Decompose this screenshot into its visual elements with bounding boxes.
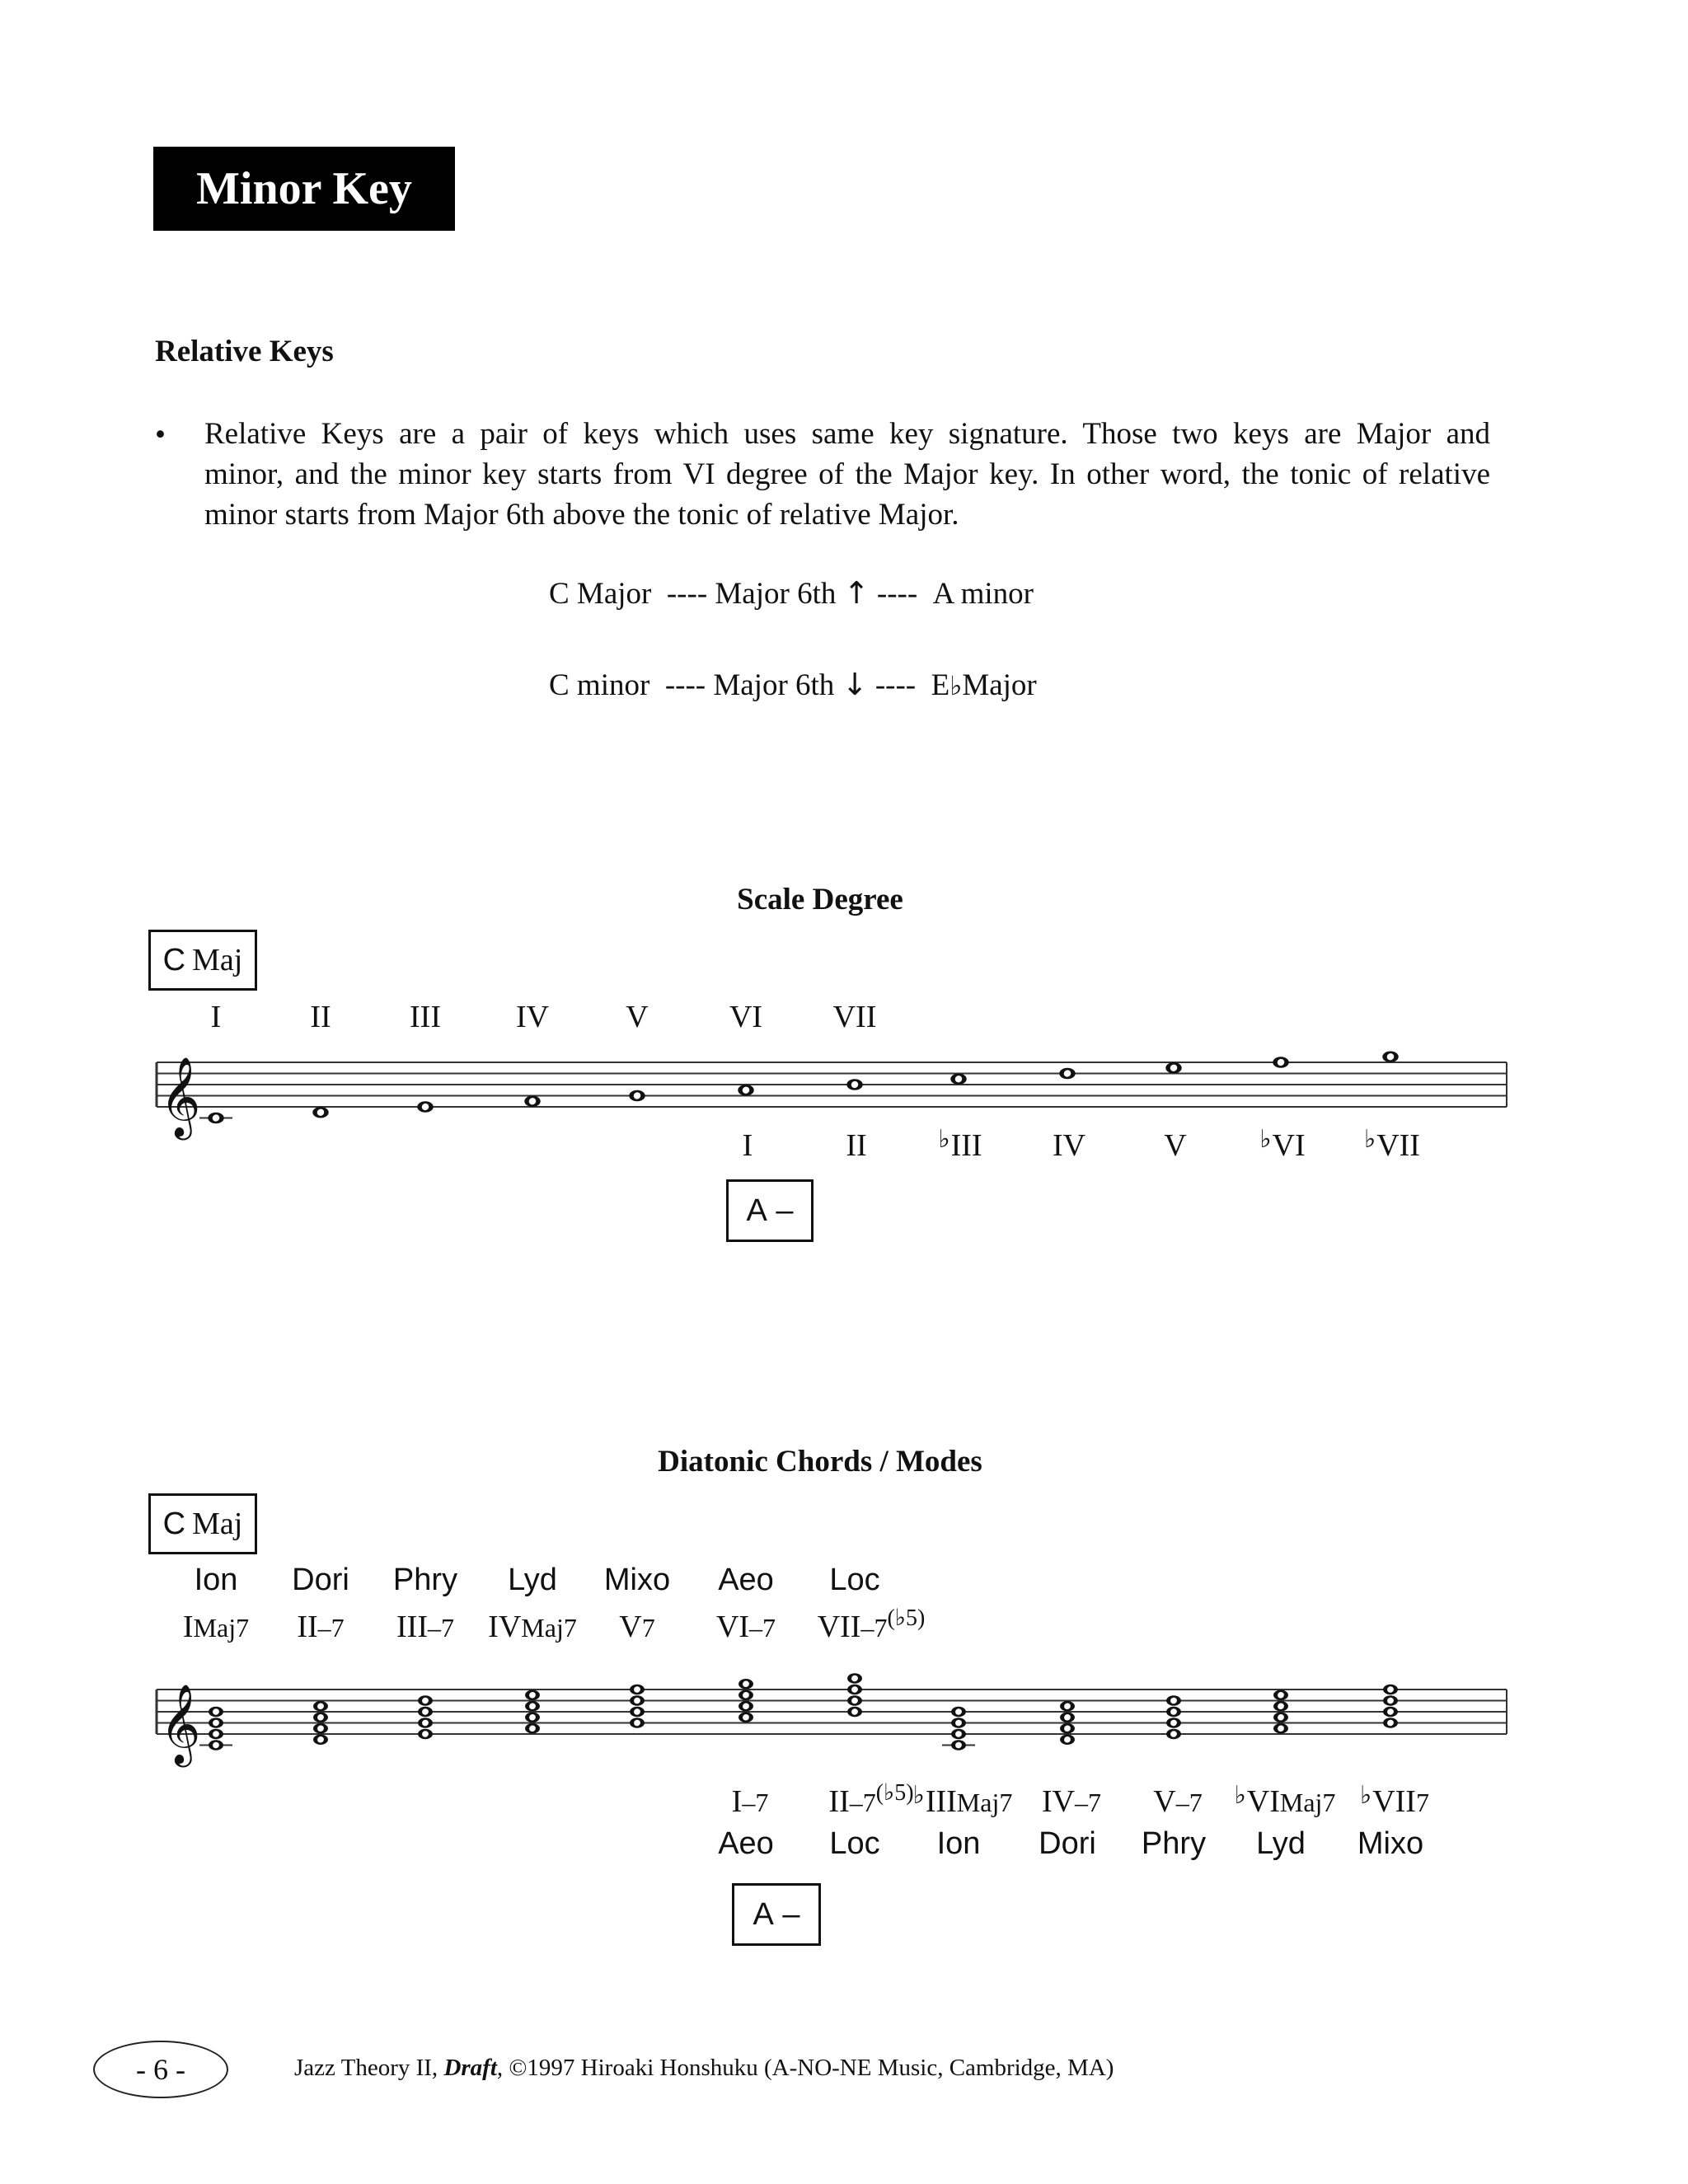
chord-note <box>1273 1690 1288 1700</box>
chord-note <box>1060 1723 1075 1733</box>
chord-note <box>1166 1695 1181 1705</box>
major-key-box <box>148 1493 257 1554</box>
minor-chord-symbol <box>732 1783 769 1820</box>
flat-icon: ♭ <box>1360 1782 1372 1809</box>
major-degree-label: VII <box>832 1000 877 1034</box>
chord-note <box>418 1729 433 1739</box>
flat-icon: ♭ <box>1259 1126 1272 1153</box>
scale-note <box>950 1074 966 1085</box>
chord-note <box>1383 1695 1398 1705</box>
chord-note <box>951 1729 966 1739</box>
major-mode-label: Ion <box>194 1563 238 1597</box>
bullet-line: minor starts from Major 6th above the tonic of relative Major. <box>204 498 959 532</box>
chord-note <box>209 1740 223 1750</box>
degree-numeral: VI <box>1272 1128 1306 1163</box>
chord-note <box>1166 1729 1181 1739</box>
degree-numeral: III <box>950 1128 982 1163</box>
chord-note <box>525 1723 540 1733</box>
chord-note <box>1273 1713 1288 1722</box>
page-title: Minor Key <box>153 147 455 231</box>
chord-root: V <box>619 1610 642 1644</box>
chord-root: V <box>1153 1784 1176 1819</box>
footer-book: Jazz Theory II, <box>294 2055 444 2081</box>
major-degree-label: II <box>310 1000 331 1034</box>
minor-mode-label: Aeo <box>718 1826 774 1861</box>
chord-root: VI <box>715 1610 750 1644</box>
major-chord-symbol <box>297 1609 344 1645</box>
chord-root: I <box>731 1784 743 1819</box>
key-quality: – <box>776 1193 794 1228</box>
scale-note <box>1273 1057 1288 1068</box>
key-quality: Maj <box>192 1507 243 1541</box>
minor-mode-label: Lyd <box>1256 1826 1306 1861</box>
chord-note <box>738 1701 753 1711</box>
minor-degree-label <box>1164 1127 1186 1164</box>
chord-note <box>418 1707 433 1717</box>
relation-interval: ---- Major 6th <box>664 668 835 702</box>
minor-chord-symbol <box>913 1783 1013 1820</box>
relation-to-quality: Major <box>962 668 1037 702</box>
chord-root: II <box>297 1610 318 1644</box>
scale-note <box>524 1096 540 1108</box>
bullet-line: Relative Keys are a pair of keys which uses same key signature. Those two keys are Major and <box>204 417 1490 451</box>
key-letter: A <box>753 1896 774 1932</box>
chord-note <box>1383 1718 1398 1727</box>
flat-icon: ♭ <box>950 670 963 701</box>
degree-numeral: V <box>1164 1128 1187 1163</box>
arrow-up-icon: ↑ <box>843 575 870 611</box>
chord-quality: –7 <box>849 1788 876 1817</box>
major-degree-label: III <box>410 1000 441 1034</box>
scale-note <box>1382 1052 1398 1063</box>
chord-note <box>847 1685 862 1694</box>
scale-note <box>1059 1068 1075 1080</box>
chord-note <box>847 1707 862 1717</box>
major-chord-symbol <box>488 1609 577 1645</box>
minor-degree-label <box>1364 1127 1420 1164</box>
section-heading: Relative Keys <box>155 335 334 368</box>
minor-chord-symbol <box>1360 1783 1429 1820</box>
chord-note <box>630 1685 645 1694</box>
chord-note <box>951 1740 966 1750</box>
chord-note <box>951 1707 966 1717</box>
chord-quality: Maj7 <box>956 1788 1013 1817</box>
minor-mode-label: Phry <box>1141 1826 1207 1861</box>
degree-numeral: I <box>742 1128 753 1163</box>
scale-note <box>738 1085 753 1096</box>
chord-note <box>847 1695 862 1705</box>
chord-quality: –7 <box>317 1613 345 1643</box>
chord-quality: Maj7 <box>193 1613 250 1643</box>
major-degree-label: IV <box>515 1000 550 1034</box>
relation-dashes: ---- <box>874 668 917 702</box>
chord-note <box>738 1679 753 1689</box>
relation-from: C Major <box>549 577 652 611</box>
footer-rest: , ©1997 Hiroaki Honshuku (A-NO-NE Music, Cambridge, MA) <box>496 2055 1114 2081</box>
chord-note <box>1273 1723 1288 1733</box>
minor-chord-symbol <box>1042 1783 1101 1820</box>
major-mode-label: Aeo <box>718 1563 774 1597</box>
minor-chord-symbol <box>1235 1783 1336 1820</box>
major-mode-label: Dori <box>292 1563 349 1597</box>
flat-icon: ♭ <box>938 1126 950 1153</box>
flat-icon: ♭ <box>912 1782 925 1809</box>
chord-note <box>1060 1713 1075 1722</box>
key-quality: Maj <box>192 943 243 977</box>
chord-note <box>418 1718 433 1727</box>
scale-note <box>1165 1062 1181 1074</box>
chord-note <box>630 1707 645 1717</box>
key-letter: A <box>746 1193 767 1228</box>
page-number: - 6 - <box>93 2041 228 2098</box>
footer-draft: Draft <box>443 2055 497 2081</box>
chord-root: II <box>828 1784 850 1819</box>
chord-root: IV <box>488 1610 522 1644</box>
major-chord-symbol <box>619 1609 654 1645</box>
chord-note <box>951 1718 966 1727</box>
minor-key-box <box>726 1179 814 1242</box>
chord-note <box>738 1713 753 1722</box>
relation-to-letter: E <box>931 668 950 702</box>
chord-quality: –7 <box>860 1613 888 1643</box>
chord-root: VI <box>1246 1784 1280 1819</box>
major-degree-label: I <box>210 1000 222 1034</box>
chord-note <box>1383 1685 1398 1694</box>
bullet-line: minor, and the minor key starts from VI degree of the Major key. In other word, the tonic of relative <box>204 457 1490 491</box>
chord-note <box>1383 1707 1398 1717</box>
arrow-down-icon: ↓ <box>842 667 868 702</box>
key-letter: C <box>162 1506 186 1541</box>
chord-note <box>209 1718 223 1727</box>
flat-icon: ♭ <box>1364 1126 1376 1153</box>
chord-quality: –7 <box>427 1613 454 1643</box>
chord-note <box>313 1701 328 1711</box>
minor-degree-label <box>1053 1127 1085 1164</box>
chord-quality: –7 <box>1075 1788 1102 1817</box>
chord-note <box>1166 1718 1181 1727</box>
relation-to: A minor <box>932 577 1034 611</box>
major-chord-symbol <box>817 1605 926 1645</box>
bullet-icon: • <box>155 418 166 452</box>
chord-extension: (♭5) <box>887 1605 926 1631</box>
degree-numeral: II <box>846 1128 867 1163</box>
chord-quality: 7 <box>641 1613 655 1643</box>
minor-degree-label <box>846 1127 866 1164</box>
relation-interval: ---- Major 6th <box>666 577 837 611</box>
chord-note <box>525 1690 540 1700</box>
chord-extension: (♭5) <box>875 1780 914 1806</box>
chord-quality: –7 <box>749 1613 776 1643</box>
chord-note <box>630 1718 645 1727</box>
scale-note <box>417 1101 433 1113</box>
scale-note <box>846 1079 862 1090</box>
major-mode-label: Loc <box>829 1563 880 1597</box>
minor-mode-label: Ion <box>936 1826 981 1861</box>
chord-quality: Maj7 <box>1279 1788 1336 1817</box>
key-quality: – <box>782 1896 800 1932</box>
major-mode-label: Lyd <box>508 1563 557 1597</box>
chord-note <box>209 1729 223 1739</box>
chord-note <box>418 1695 433 1705</box>
chord-note <box>847 1673 862 1683</box>
chord-quality: 7 <box>1415 1788 1429 1817</box>
chord-root: III <box>925 1784 957 1819</box>
scale-note <box>208 1113 223 1124</box>
key-letter: C <box>162 942 186 977</box>
relation-from: C minor <box>549 668 650 702</box>
minor-chord-symbol <box>828 1780 914 1820</box>
major-chord-symbol <box>396 1609 454 1645</box>
chord-note <box>1060 1701 1075 1711</box>
scale-note <box>312 1107 328 1118</box>
minor-mode-label: Mixo <box>1357 1826 1424 1861</box>
chord-note <box>525 1713 540 1722</box>
treble-clef-icon: 𝄞 <box>160 1056 201 1137</box>
chord-note <box>313 1713 328 1722</box>
minor-mode-label: Loc <box>829 1826 880 1861</box>
major-chord-symbol <box>716 1609 776 1645</box>
scale-degree-heading: Scale Degree <box>737 883 903 916</box>
chord-quality: –7 <box>742 1788 769 1817</box>
major-degree-label: V <box>626 1000 649 1034</box>
minor-degree-label <box>938 1127 982 1164</box>
flat-icon: ♭ <box>1234 1782 1246 1809</box>
minor-key-box <box>732 1883 821 1946</box>
chord-quality: –7 <box>1175 1788 1203 1817</box>
chord-root: VII <box>1372 1784 1416 1819</box>
relation-dashes: ---- <box>876 577 918 611</box>
chord-note <box>1060 1735 1075 1745</box>
major-degree-label: VI <box>729 1000 763 1034</box>
minor-degree-label <box>743 1127 753 1164</box>
degree-numeral: VII <box>1376 1128 1420 1163</box>
major-mode-label: Mixo <box>603 1563 671 1597</box>
chord-note <box>209 1707 223 1717</box>
chord-root: IV <box>1041 1784 1076 1819</box>
diatonic-heading: Diatonic Chords / Modes <box>658 1445 982 1479</box>
minor-mode-label: Dori <box>1039 1826 1096 1861</box>
chord-note <box>738 1690 753 1700</box>
chord-note <box>525 1701 540 1711</box>
chord-note <box>313 1735 328 1745</box>
chord-root: VII <box>817 1610 861 1644</box>
footer-citation <box>294 2055 1114 2082</box>
chord-note <box>1166 1707 1181 1717</box>
treble-clef-icon: 𝄞 <box>160 1683 201 1764</box>
chord-note <box>630 1695 645 1705</box>
chord-note <box>1273 1701 1288 1711</box>
chord-note <box>313 1723 328 1733</box>
major-mode-label: Phry <box>392 1563 458 1597</box>
chord-root: III <box>396 1610 428 1644</box>
chord-quality: Maj7 <box>521 1613 577 1643</box>
minor-degree-label <box>1259 1127 1305 1164</box>
degree-numeral: IV <box>1052 1128 1086 1163</box>
scale-note <box>629 1090 645 1102</box>
major-chord-symbol <box>183 1609 249 1645</box>
minor-chord-symbol <box>1153 1783 1202 1820</box>
chord-root: I <box>182 1610 194 1644</box>
